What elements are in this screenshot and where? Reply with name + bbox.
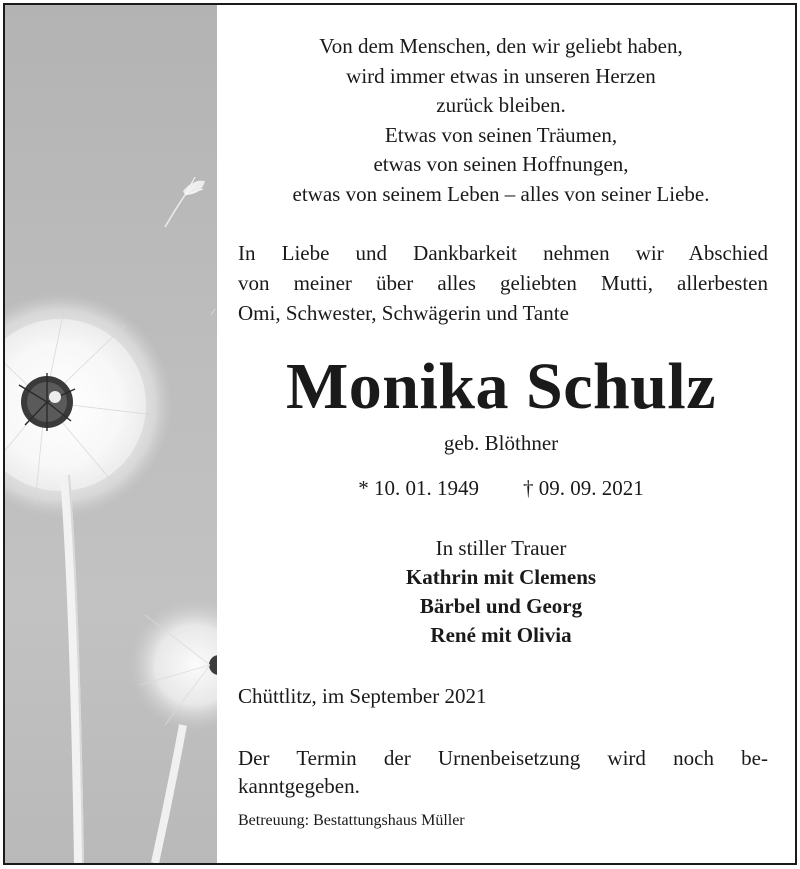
death-date: † 09. 09. 2021 [523,476,644,500]
mourners-block [233,534,769,650]
funeral-note [238,744,768,800]
birth-date: * 10. 01. 1949 [358,476,479,500]
mourner-name: Bärbel und Georg [419,594,583,618]
intro-line: In Liebe und Dankbarkeit nehmen wir Abschied [238,241,768,265]
birth-name: geb. Blöthner [443,431,559,455]
dandelion-illustration [5,5,217,863]
note-line: kanntgegeben. [238,774,360,798]
poem-line: etwas von seinem Leben – alles von seiner Liebe. [292,181,710,206]
memorial-poem [233,32,769,209]
life-dates [233,474,769,502]
notice-text [233,5,769,863]
place-and-date: Chüttlitz, im September 2021 [238,684,487,708]
mourning-heading: In stiller Trauer [435,536,567,560]
intro-line: von meiner über alles geliebten Mutti, allerbesten [238,271,768,295]
note-line: Der Termin der Urnenbeisetzung wird noch be- [238,746,768,770]
poem-line: Von dem Menschen, den wir geliebt haben, [319,34,683,58]
poem-line: zurück bleiben. [436,93,566,117]
obituary-notice [3,3,797,865]
dandelion-photo [5,5,217,863]
intro-line: Omi, Schwester, Schwägerin und Tante [238,301,569,325]
poem-line: wird immer etwas in unseren Herzen [346,63,656,88]
undertaker-credit: Betreuung: Bestattungshaus Müller [238,812,465,829]
deceased-name: Monika Schulz [285,350,717,423]
poem-line: etwas von seinen Hoffnungen, [373,152,629,176]
mourner-name: Kathrin mit Clemens [405,565,597,589]
poem-line: Etwas von seinen Träumen, [384,122,618,147]
mourner-name: René mit Olivia [430,623,572,647]
farewell-intro [238,238,768,328]
